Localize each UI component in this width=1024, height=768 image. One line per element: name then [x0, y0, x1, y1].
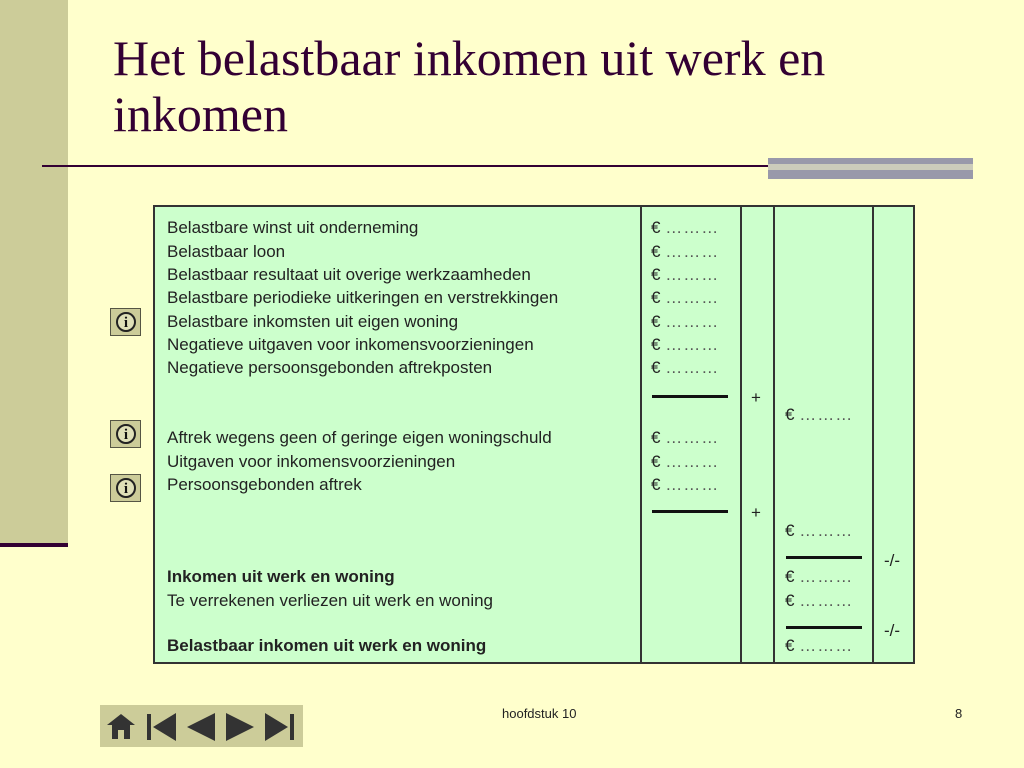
info-icon: i [123, 315, 129, 331]
amount-cell: € ……… [651, 358, 720, 377]
table-divider-2 [740, 205, 742, 664]
table-row-label: Belastbare periodieke uitkeringen en verstrekkingen [167, 288, 559, 307]
table-row-label: Negatieve uitgaven voor inkomensvoorzieningen [167, 335, 534, 354]
table-row-label: Belastbare winst uit onderneming [167, 218, 419, 237]
amount-cell: € ……… [651, 428, 720, 447]
info-icon: i [123, 481, 129, 497]
last-slide-icon[interactable] [262, 709, 298, 743]
table-row-label: Uitgaven voor inkomensvoorzieningen [167, 452, 456, 471]
title-accent-stripes [768, 158, 973, 179]
plus-sign: + [751, 388, 761, 407]
slide-navigation [100, 705, 303, 747]
amount-cell: € ……… [651, 218, 720, 237]
minus-sign: -/- [884, 551, 901, 570]
slide-title: Het belastbaar inkomen uit werk en inkomen [113, 30, 826, 142]
minus-sign: -/- [884, 621, 901, 640]
inkomen-amount: € ……… [785, 567, 854, 586]
title-underline [42, 165, 772, 167]
amount-cell: € ……… [651, 242, 720, 261]
subtotal-amount: € ……… [785, 405, 854, 424]
total-rule [786, 556, 862, 559]
table-row-label: Belastbaar loon [167, 242, 286, 261]
subtotal-rule [652, 510, 728, 513]
table-row-label: Persoonsgebonden aftrek [167, 475, 362, 494]
amount-cell: € ……… [651, 265, 720, 284]
info-button-woningschuld[interactable] [110, 420, 141, 448]
left-sidebar-bottom-rule [0, 543, 68, 547]
left-sidebar-bar [0, 0, 68, 545]
table-row-label: Negatieve persoonsgebonden aftrekposten [167, 358, 493, 377]
previous-slide-icon[interactable] [183, 709, 219, 743]
verliezen-amount: € ……… [785, 591, 854, 610]
table-row-label: Belastbaar resultaat uit overige werkzaamheden [167, 265, 531, 284]
total-rule [786, 626, 862, 629]
amount-cell: € ……… [651, 475, 720, 494]
info-icon: i [123, 427, 129, 443]
table-row-label: Aftrek wegens geen of geringe eigen woningschuld [167, 428, 552, 447]
belastbaar-inkomen-amount: € ……… [785, 636, 854, 655]
slide-number: 8 [955, 706, 963, 721]
table-row-label: Belastbare inkomsten uit eigen woning [167, 312, 459, 331]
belastbaar-inkomen-label: Belastbaar inkomen uit werk en woning [167, 636, 487, 655]
info-button-persoonsgebonden[interactable] [110, 474, 141, 502]
subtotal-rule [652, 395, 728, 398]
footer-chapter: hoofdstuk 10 [502, 706, 577, 721]
table-divider-3 [773, 205, 775, 664]
amount-cell: € ……… [651, 288, 720, 307]
plus-sign: + [751, 503, 761, 522]
inkomen-label: Inkomen uit werk en woning [167, 567, 395, 586]
amount-cell: € ……… [651, 312, 720, 331]
amount-cell: € ……… [651, 452, 720, 471]
verliezen-label: Te verrekenen verliezen uit werk en woning [167, 591, 494, 610]
info-button-woning[interactable] [110, 308, 141, 336]
next-slide-icon[interactable] [222, 709, 258, 743]
table-divider-1 [640, 205, 642, 664]
home-icon[interactable] [103, 709, 139, 743]
amount-cell: € ……… [651, 335, 720, 354]
first-slide-icon[interactable] [143, 709, 179, 743]
subtotal-amount: € ……… [785, 521, 854, 540]
table-divider-4 [872, 205, 874, 664]
